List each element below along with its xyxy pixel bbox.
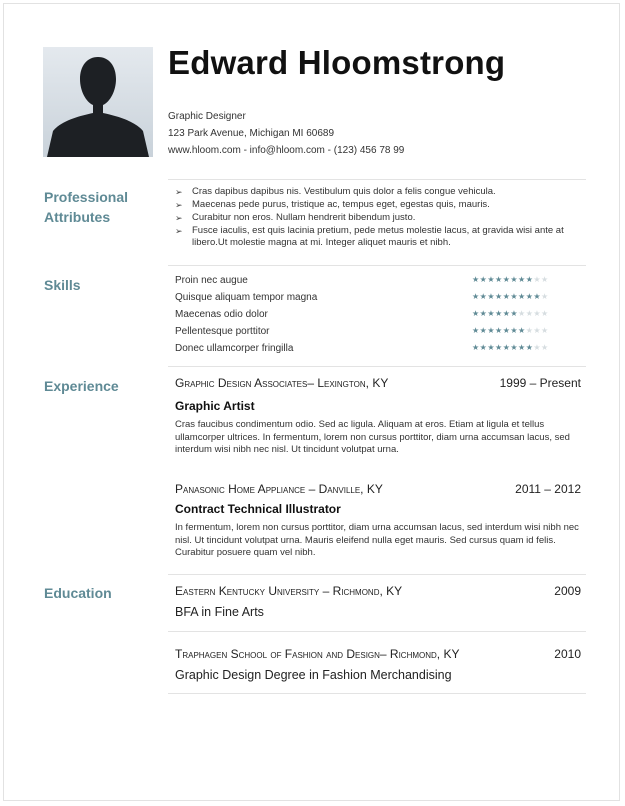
skill-row [175,292,570,308]
star-icon: ★ [487,343,496,352]
star-icon: ★ [502,326,511,335]
contact-line: www.hloom.com - info@hloom.com - (123) 456 78 99 [168,145,405,156]
arrow-bullet-icon: ➢ [175,213,183,223]
degree: Graphic Design Degree in Fashion Merchandising [175,668,452,682]
star-icon: ★ [510,292,519,301]
skill-row [175,309,570,325]
star-icon: ★ [533,343,542,352]
star-icon: ★ [472,343,480,352]
degree: BFA in Fine Arts [175,605,264,619]
company-name: Panasonic Home Appliance – Danville, KY [175,482,383,496]
star-icon: ★ [487,309,496,318]
arrow-bullet-icon: ➢ [175,226,183,236]
star-icon: ★ [525,275,534,284]
skill-row [175,326,570,342]
star-icon: ★ [479,309,488,318]
list-item-text: Maecenas pede purus, tristique ac, tempus eget, egestas quis, mauris. [192,199,490,210]
star-icon: ★ [533,309,542,318]
star-icon: ★ [479,292,488,301]
star-icon: ★ [510,275,519,284]
list-item-text: Fusce iaculis, est quis lacinia pretium, pede metus molestie lacus, at gravida wisi ante at libero.Ut molestie magna at mi. Integer aliquet mauris et nibh. [192,225,564,248]
star-icon: ★ [533,275,542,284]
star-icon: ★ [487,326,496,335]
divider [168,574,586,575]
star-icon: ★ [525,343,534,352]
skill-rating [472,275,549,284]
star-icon: ★ [472,309,480,318]
profile-photo [43,47,153,157]
arrow-bullet-icon: ➢ [175,187,183,197]
company-name: Graphic Design Associates– Lexington, KY [175,376,389,390]
star-icon: ★ [487,292,496,301]
attributes-list [175,186,575,250]
star-icon: ★ [518,343,526,352]
address: 123 Park Avenue, Michigan MI 60689 [168,128,335,139]
star-icon: ★ [541,309,549,318]
star-icon: ★ [541,326,549,335]
section-title-attributes [44,187,128,227]
star-icon: ★ [479,343,488,352]
list-item [175,186,575,198]
job-description: Cras faucibus condimentum odio. Sed ac ligula. Aliquam at eros. Etiam at ligula et tellus ullamcorper ultrices. In fermentum, lorem non cursus porttitor, diam urna accumsan lacus, sed interdum wisi nibh nec nisl. Ut tincidunt volutpat urna. [175,419,570,455]
star-icon: ★ [510,309,519,318]
skill-name: Proin nec augue [175,275,248,286]
section-title-skills: Skills [44,277,81,293]
school-name: Traphagen School of Fashion and Design– Richmond, KY [175,647,460,661]
star-icon: ★ [525,292,534,301]
star-icon: ★ [495,309,503,318]
section-title-line: Professional [44,189,129,205]
star-icon: ★ [472,292,480,301]
section-title-education: Education [44,585,112,601]
star-icon: ★ [479,326,488,335]
star-icon: ★ [502,292,511,301]
skill-name: Quisque aliquam tempor magna [175,292,318,303]
divider [168,693,586,694]
skill-rating [472,292,549,301]
divider [168,366,586,367]
school-name: Eastern Kentucky University – Richmond, KY [175,584,403,598]
star-icon: ★ [541,275,549,284]
avatar-silhouette-icon [43,47,153,157]
skill-name: Donec ullamcorper fringilla [175,343,294,354]
star-icon: ★ [495,343,503,352]
star-icon: ★ [495,275,503,284]
graduation-year: 2009 [554,584,581,598]
person-name: Edward Hloomstrong [168,44,506,81]
list-item-text: Curabitur non eros. Nullam hendrerit bibendum justo. [192,212,416,223]
star-icon: ★ [495,326,503,335]
list-item-text: Cras dapibus dapibus nis. Vestibulum quis dolor a felis congue vehicula. [192,186,496,197]
star-icon: ★ [510,343,519,352]
job-description: In fermentum, lorem non cursus porttitor, diam urna accumsan lacus, sed interdum wisi nibh nec nisl. Ut tincidunt volutpat urna. Mauris eleifend nulla eget mauris. Sed cursus quam id felis. Curabitur posuere quam vel nibh. [175,522,579,558]
list-item [175,199,575,211]
star-icon: ★ [487,275,496,284]
star-icon: ★ [510,326,519,335]
skill-name: Pellentesque porttitor [175,326,270,337]
job-years: 2011 – 2012 [515,482,581,496]
star-icon: ★ [502,309,511,318]
skill-name: Maecenas odio dolor [175,309,268,320]
job-title: Graphic Artist [175,399,255,413]
star-icon: ★ [479,275,488,284]
star-icon: ★ [533,292,542,301]
star-icon: ★ [502,343,511,352]
star-icon: ★ [472,275,480,284]
skill-rating [472,326,549,335]
list-item [175,212,575,224]
star-icon: ★ [518,309,526,318]
skill-rating [472,309,549,318]
section-title-line: Attributes [44,209,111,225]
star-icon: ★ [518,326,526,335]
section-title-experience: Experience [44,378,119,394]
star-icon: ★ [525,326,534,335]
arrow-bullet-icon: ➢ [175,200,183,210]
job-years: 1999 – Present [499,376,581,390]
star-icon: ★ [518,275,526,284]
divider [168,179,586,180]
skill-rating [472,343,549,352]
star-icon: ★ [541,343,549,352]
star-icon: ★ [518,292,526,301]
divider [168,631,586,632]
star-icon: ★ [525,309,534,318]
star-icon: ★ [533,326,542,335]
job-headline: Graphic Designer [168,111,246,122]
skill-row [175,343,570,359]
skill-row [175,275,570,291]
divider [168,265,586,266]
job-title: Contract Technical Illustrator [175,502,341,516]
star-icon: ★ [541,292,549,301]
star-icon: ★ [472,326,480,335]
list-item [175,225,575,249]
star-icon: ★ [495,292,503,301]
star-icon: ★ [502,275,511,284]
graduation-year: 2010 [554,647,581,661]
